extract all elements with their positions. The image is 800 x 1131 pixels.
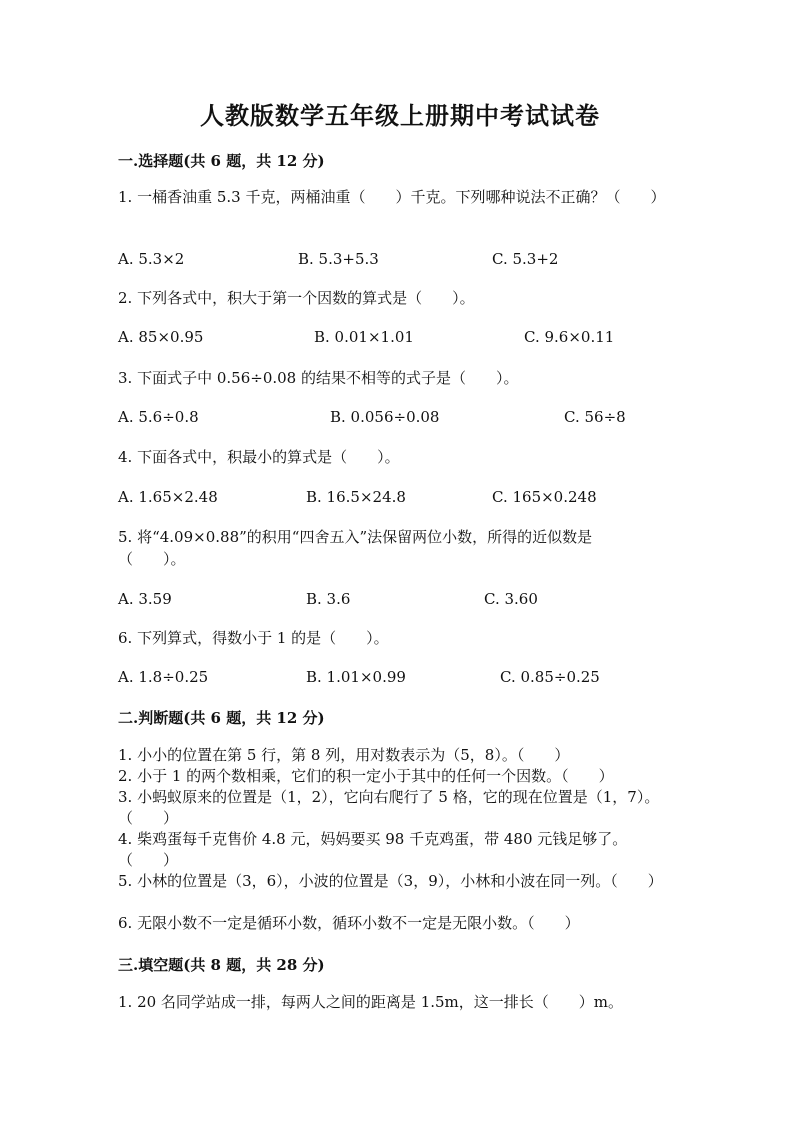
judgment-item: 1. 小小的位置在第 5 行，第 8 列，用对数表示为（5，8）。（ ） (118, 746, 570, 764)
option-b: B. 0.056÷0.08 (330, 408, 440, 426)
judgment-item: 3. 小蚂蚁原来的位置是（1，2），它向右爬行了 5 格，它的现在位置是（1，7）。（ ） (118, 788, 660, 827)
option-c: C. 56÷8 (564, 408, 626, 426)
option-c: C. 0.85÷0.25 (500, 668, 600, 686)
question-text: 5. 将“4.09×0.88”的积用“四舍五入”法保留两位小数，所得的近似数是（ ）。 (118, 528, 593, 568)
option-c: C. 9.6×0.11 (524, 328, 615, 346)
question-text: 4. 下面各式中，积最小的算式是（ ）。 (118, 448, 400, 466)
question-text: 6. 下列算式，得数小于 1 的是（ ）。 (118, 629, 389, 647)
question-text: 1. 一桶香油重 5.3 千克，两桶油重（ ）千克。下列哪种说法不正确？（ ） (118, 188, 666, 206)
question-text: 2. 下列各式中，积大于第一个因数的算式是（ ）。 (118, 289, 475, 307)
option-c: C. 3.60 (484, 590, 538, 608)
option-c: C. 165×0.248 (492, 488, 597, 506)
page-title: 人教版数学五年级上册期中考试试卷 (200, 101, 600, 130)
option-a: A. 85×0.95 (118, 328, 204, 346)
option-c: C. 5.3+2 (492, 250, 559, 268)
option-b: B. 0.01×1.01 (314, 328, 414, 346)
question-text: 1. 20 名同学站成一排，每两人之间的距离是 1.5m，这一排长（ ）m。 (118, 993, 624, 1011)
question-text: 3. 下面式子中 0.56÷0.08 的结果不相等的式子是（ ）。 (118, 369, 519, 387)
option-a: A. 1.8÷0.25 (118, 668, 209, 686)
option-b: B. 3.6 (306, 590, 351, 608)
section-heading-judgment: 二.判断题(共 6 题，共 12 分) (118, 709, 325, 727)
section-heading-fill-blank: 三.填空题(共 8 题，共 28 分) (118, 956, 325, 974)
option-b: B. 1.01×0.99 (306, 668, 406, 686)
judgment-item: 6. 无限小数不一定是循环小数，循环小数不一定是无限小数。（ ） (118, 914, 580, 932)
option-a: A. 5.6÷0.8 (118, 408, 199, 426)
option-b: B. 5.3+5.3 (298, 250, 379, 268)
option-a: A. 3.59 (118, 590, 172, 608)
judgment-item: 5. 小林的位置是（3，6），小波的位置是（3，9），小林和小波在同一列。（ ） (118, 872, 663, 890)
judgment-item: 2. 小于 1 的两个数相乘，它们的积一定小于其中的任何一个因数。（ ） (118, 767, 614, 785)
option-a: A. 1.65×2.48 (118, 488, 218, 506)
section-heading-choice: 一.选择题(共 6 题，共 12 分) (118, 152, 325, 170)
option-b: B. 16.5×24.8 (306, 488, 406, 506)
judgment-item: 4. 柴鸡蛋每千克售价 4.8 元，妈妈要买 98 千克鸡蛋，带 480 元钱足够了。（ ） (118, 830, 628, 869)
option-a: A. 5.3×2 (118, 250, 185, 268)
